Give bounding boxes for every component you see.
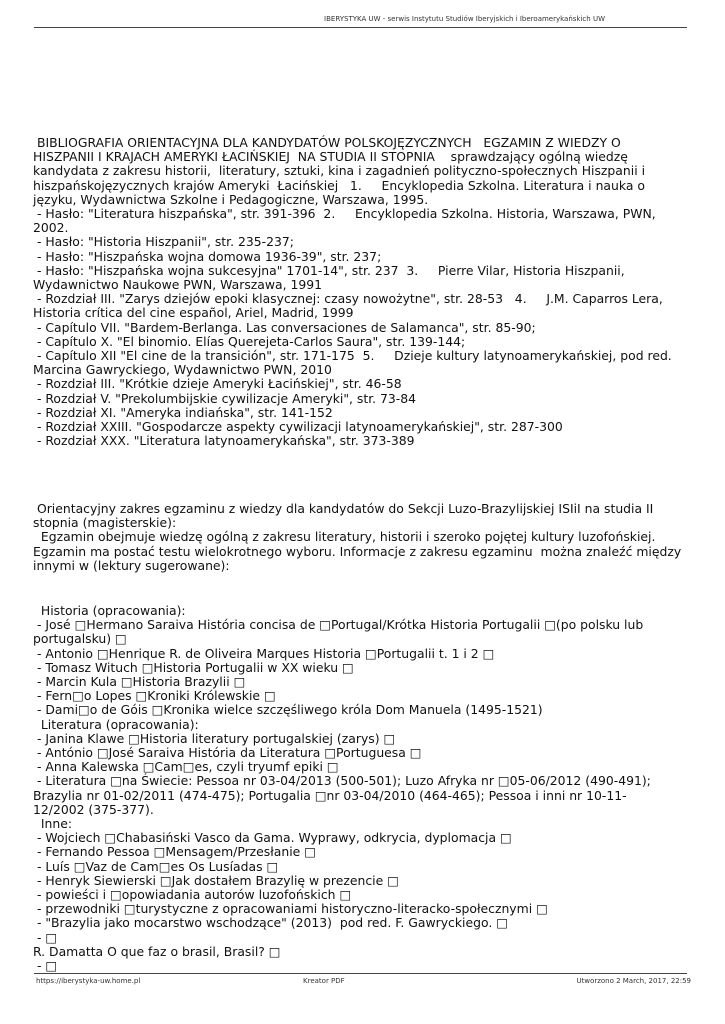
text-line: - Rozdział XXIII. "Gospodarcze aspekty cywilizacji latynoamerykańskiej", str. 287-300 <box>33 419 563 435</box>
text-line: 12/2002 (375-377). <box>33 801 154 817</box>
text-line: - Rozdział V. "Prekolumbijskie cywilizacje Ameryki", str. 73-84 <box>33 390 417 406</box>
exam-scope-section <box>33 502 693 573</box>
footer-created-date: Utworzono 2 March, 2017, 22:59 <box>576 977 691 985</box>
footer-divider <box>34 973 687 974</box>
text-line: innymi w (lektury sugerowane): <box>33 557 230 573</box>
text-line: - Marcin Kula □Historia Brazylii □ <box>33 674 246 690</box>
text-line: Literatura (opracowania): <box>33 716 199 732</box>
footer-url-link[interactable]: https://iberystyka-uw.home.pl <box>36 977 141 985</box>
suggested-readings-section <box>33 604 693 973</box>
text-line: BIBLIOGRAFIA ORIENTACYJNA DLA KANDYDATÓW POLSKOJĘZYCZNYCH EGZAMIN Z WIEDZY O <box>33 135 621 150</box>
text-line: Historia crítica del cine español, Ariel, Madrid, 1999 <box>33 305 354 321</box>
text-line: - Rozdział XXX. "Literatura latynoamerykańska", str. 373-389 <box>33 433 415 449</box>
text-line: - Rozdział III. "Zarys dziejów epoki klasycznej: czasy nowożytne", str. 28-53 4. J.M. Caparros Lera, <box>33 291 663 307</box>
footer-creator: Kreator PDF <box>303 977 345 985</box>
text-line: - Hasło: "Literatura hiszpańska", str. 391-396 2. Encyklopedia Szkolna. Historia, Warszawa, PWN, <box>33 206 656 222</box>
text-line: - Janina Klawe □Historia literatury portugalskiej (zarys) □ <box>33 730 396 746</box>
text-line: - António □José Saraiva História da Literatura □Portuguesa □ <box>33 745 422 761</box>
text-line: - Antonio □Henrique R. de Oliveira Marques Historia □Portugalii t. 1 i 2 □ <box>33 645 495 661</box>
text-line: HISZPANII I KRAJACH AMERYKI ŁACIŃSKIEJ NA STUDIA II STOPNIA sprawdzający ogólną wiedzę <box>33 149 628 165</box>
text-line: Orientacyjny zakres egzaminu z wiedzy dla kandydatów do Sekcji Luzo-Brazylijskiej ISIiI na studia II <box>33 501 654 516</box>
text-line: portugalsku) □ <box>33 631 127 647</box>
text-line: - Hasło: "Historia Hiszpanii", str. 235-237; <box>33 234 294 250</box>
text-line: - "Brazylia jako mocarstwo wschodzące" (2013) pod red. F. Gawryckiego. □ <box>33 915 508 931</box>
text-line: Egzamin obejmuje wiedzę ogólną z zakresu literatury, historii i szeroko pojętej kultury luzofońskiej. <box>33 529 656 545</box>
text-line: - Literatura □na Świecie: Pessoa nr 03-04/2013 (500-501); Luzo Afryka nr □05-06/2012 (490-491); <box>33 773 651 789</box>
text-line: - Fern□o Lopes □Kroniki Królewskie □ <box>33 688 276 704</box>
text-line: stopnia (magisterskie): <box>33 515 177 531</box>
header-divider <box>34 27 687 28</box>
text-line: - Dami□o de Góis □Kronika wielce szczęśliwego króla Dom Manuela (1495-1521) <box>33 702 543 718</box>
text-line: Historia (opracowania): <box>33 603 186 618</box>
text-line: - Anna Kalewska □Cam□es, czyli tryumf epiki □ <box>33 759 339 775</box>
text-line: - □ <box>33 929 58 945</box>
text-line: języku, Wydawnictwa Szkolne i Pedagogiczne, Warszawa, 1995. <box>33 191 429 207</box>
text-line: hiszpańskojęzycznych krajów Ameryki Łacińskiej 1. Encyklopedia Szkolna. Literatura i nauka o <box>33 177 645 193</box>
text-line: - José □Hermano Saraiva História concisa de □Portugal/Krótka Historia Portugalii □(po polsku lub <box>33 617 644 633</box>
text-line: - Hasło: "Hiszpańska wojna sukcesyjna" 1701-14", str. 237 3. Pierre Vilar, Historia Hiszpanii, <box>33 262 625 278</box>
text-line: - Henryk Siewierski □Jak dostałem Brazylię w prezencie □ <box>33 872 399 888</box>
text-line: - Rozdział III. "Krótkie dzieje Ameryki Łacińskiej", str. 46-58 <box>33 376 402 392</box>
text-line: - Rozdział XI. "Ameryka indiańska", str. 141-152 <box>33 404 333 420</box>
bibliography-section <box>33 136 693 448</box>
text-line: - □ <box>33 958 58 974</box>
text-line: - Hasło: "Hiszpańska wojna domowa 1936-39", str. 237; <box>33 248 382 264</box>
text-line: - Fernando Pessoa □Mensagem/Przesłanie □ <box>33 844 316 860</box>
text-line: kandydata z zakresu historii, literatury, sztuki, kina i zagadnień polityczno-społecznych Hiszpanii i <box>33 163 646 179</box>
text-line: - Capítulo X. "El binomio. Elías Querejeta-Carlos Saura", str. 139-144; <box>33 333 466 349</box>
text-line: - Capítulo XII "El cine de la transición", str. 171-175 5. Dzieje kultury latynoamerykańskiej, pod red. <box>33 348 672 364</box>
text-line: 2002. <box>33 220 69 236</box>
text-line: - powieści i □opowiadania autorów luzofońskich □ <box>33 887 352 903</box>
text-line: - Tomasz Wituch □Historia Portugalii w XX wieku □ <box>33 659 354 675</box>
text-line: Wydawnictwo Naukowe PWN, Warszawa, 1991 <box>33 277 323 293</box>
text-line: Brazylia nr 01-02/2011 (474-475); Portugalia □nr 03-04/2010 (464-465); Pessoa i inni nr 10-11- <box>33 787 627 803</box>
text-line: - Luís □Vaz de Cam□es Os Lusíadas □ <box>33 858 279 874</box>
text-line: Marcina Gawryckiego, Wydawnictwo PWN, 2010 <box>33 362 332 378</box>
text-line: Egzamin ma postać testu wielokrotnego wyboru. Informacje z zakresu egzaminu można znaleźć między <box>33 543 682 559</box>
text-line: R. Damatta O que faz o brasil, Brasil? □ <box>33 943 281 959</box>
text-line: - przewodniki □turystyczne z opracowaniami historyczno-literacko-społecznymi □ <box>33 901 548 917</box>
text-line: - Capítulo VII. "Bardem-Berlanga. Las conversaciones de Salamanca", str. 85-90; <box>33 319 536 335</box>
page-header-title: IBERYSTYKA UW - serwis Instytutu Studiów Iberyjskich i Iberoamerykańskich UW <box>324 15 605 23</box>
text-line: Inne: <box>33 816 73 832</box>
text-line: - Wojciech □Chabasiński Vasco da Gama. Wyprawy, odkrycia, dyplomacja □ <box>33 830 512 846</box>
